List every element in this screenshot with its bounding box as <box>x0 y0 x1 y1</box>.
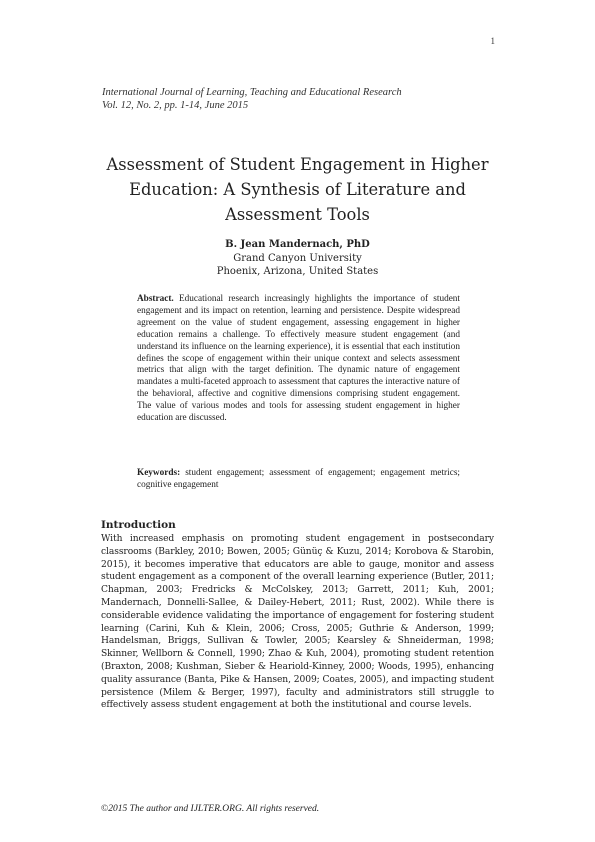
page-number: 1 <box>490 36 495 46</box>
keywords-text: student engagement; assessment of engagement; engagement metrics; cognitive engagement <box>137 468 460 490</box>
abstract-label: Abstract. <box>137 294 179 304</box>
section-heading-introduction: Introduction <box>101 519 176 531</box>
journal-name: International Journal of Learning, Teaching and Educational Research <box>102 87 402 98</box>
abstract-text: Educational research increasingly highlights the importance of student engagement and its impact on retention, learning and persistence. Despite widespread agreement on the value of student engagement, assessing engagement in higher education remains a challenge. To effectively measure student engagement (and understand its influence on the learning experience), it is essential that each institution defines the scope of engagement within their unique context and selects assessment metrics that align with the target definition. The dynamic nature of engagement mandates a multi-faceted approach to assessment that captures the interactive nature of the behavioral, affective and cognitive dimensions comprising student engagement. The value of various modes and tools for assessing student engagement in higher education are discussed. <box>137 294 460 424</box>
keywords <box>137 468 460 492</box>
author-location: Phoenix, Arizona, United States <box>216 266 379 277</box>
copyright-symbol: © <box>101 804 109 814</box>
journal-volume: Vol. 12, No. 2, pp. 1-14, June 2015 <box>102 99 249 111</box>
copyright-text: 2015 The author and IJLTER.ORG. All rights reserved. <box>108 804 320 814</box>
keywords-label: Keywords: <box>137 468 186 478</box>
author-name: B. Jean Mandernach, PhD <box>225 239 370 250</box>
abstract <box>137 294 460 425</box>
copyright-footer <box>101 804 319 814</box>
paper-title: Assessment of Student Engagement in Higher Education: A Synthesis of Literature and Assessment Tools <box>106 155 489 224</box>
introduction-paragraph: With increased emphasis on promoting student engagement in postsecondary classrooms (Barkley, 2010; Bowen, 2005; Günüç & Kuzu, 2014; Korobova & Starobin, 2015), it becomes imperative that educators are able to gauge, monitor and assess student engagement as a component of the overall learning experience (Butler, 2011; Chapman, 2003; Fredricks & McColskey, 2013; Garrett, 2011; Kuh, 2001; Mandernach, Donnelli-Sallee, & Dailey-Hebert, 2011; Rust, 2002). While there is considerable evidence validating the importance of engagement for fostering student learning (Carini, Kuh & Klein, 2006; Cross, 2005; Guthrie & Anderson, 1999; Handelsman, Briggs, Sullivan & Towler, 2005; Kearsley & Shneiderman, 1998; Skinner, Wellborn & Connell, 1990; Zhao & Kuh, 2004), promoting student retention (Braxton, 2008; Kushman, Sieber & Heariold-Kinney, 2000; Woods, 1995), enhancing quality assurance (Banta, Pike & Hansen, 2009; Coates, 2005), and impacting student persistence (Milem & Berger, 1997), faculty and administrators still struggle to effectively assess student engagement at both the institutional and course levels. <box>101 534 494 711</box>
author-block <box>100 238 495 279</box>
journal-header <box>102 87 402 112</box>
author-affiliation: Grand Canyon University <box>233 252 362 264</box>
